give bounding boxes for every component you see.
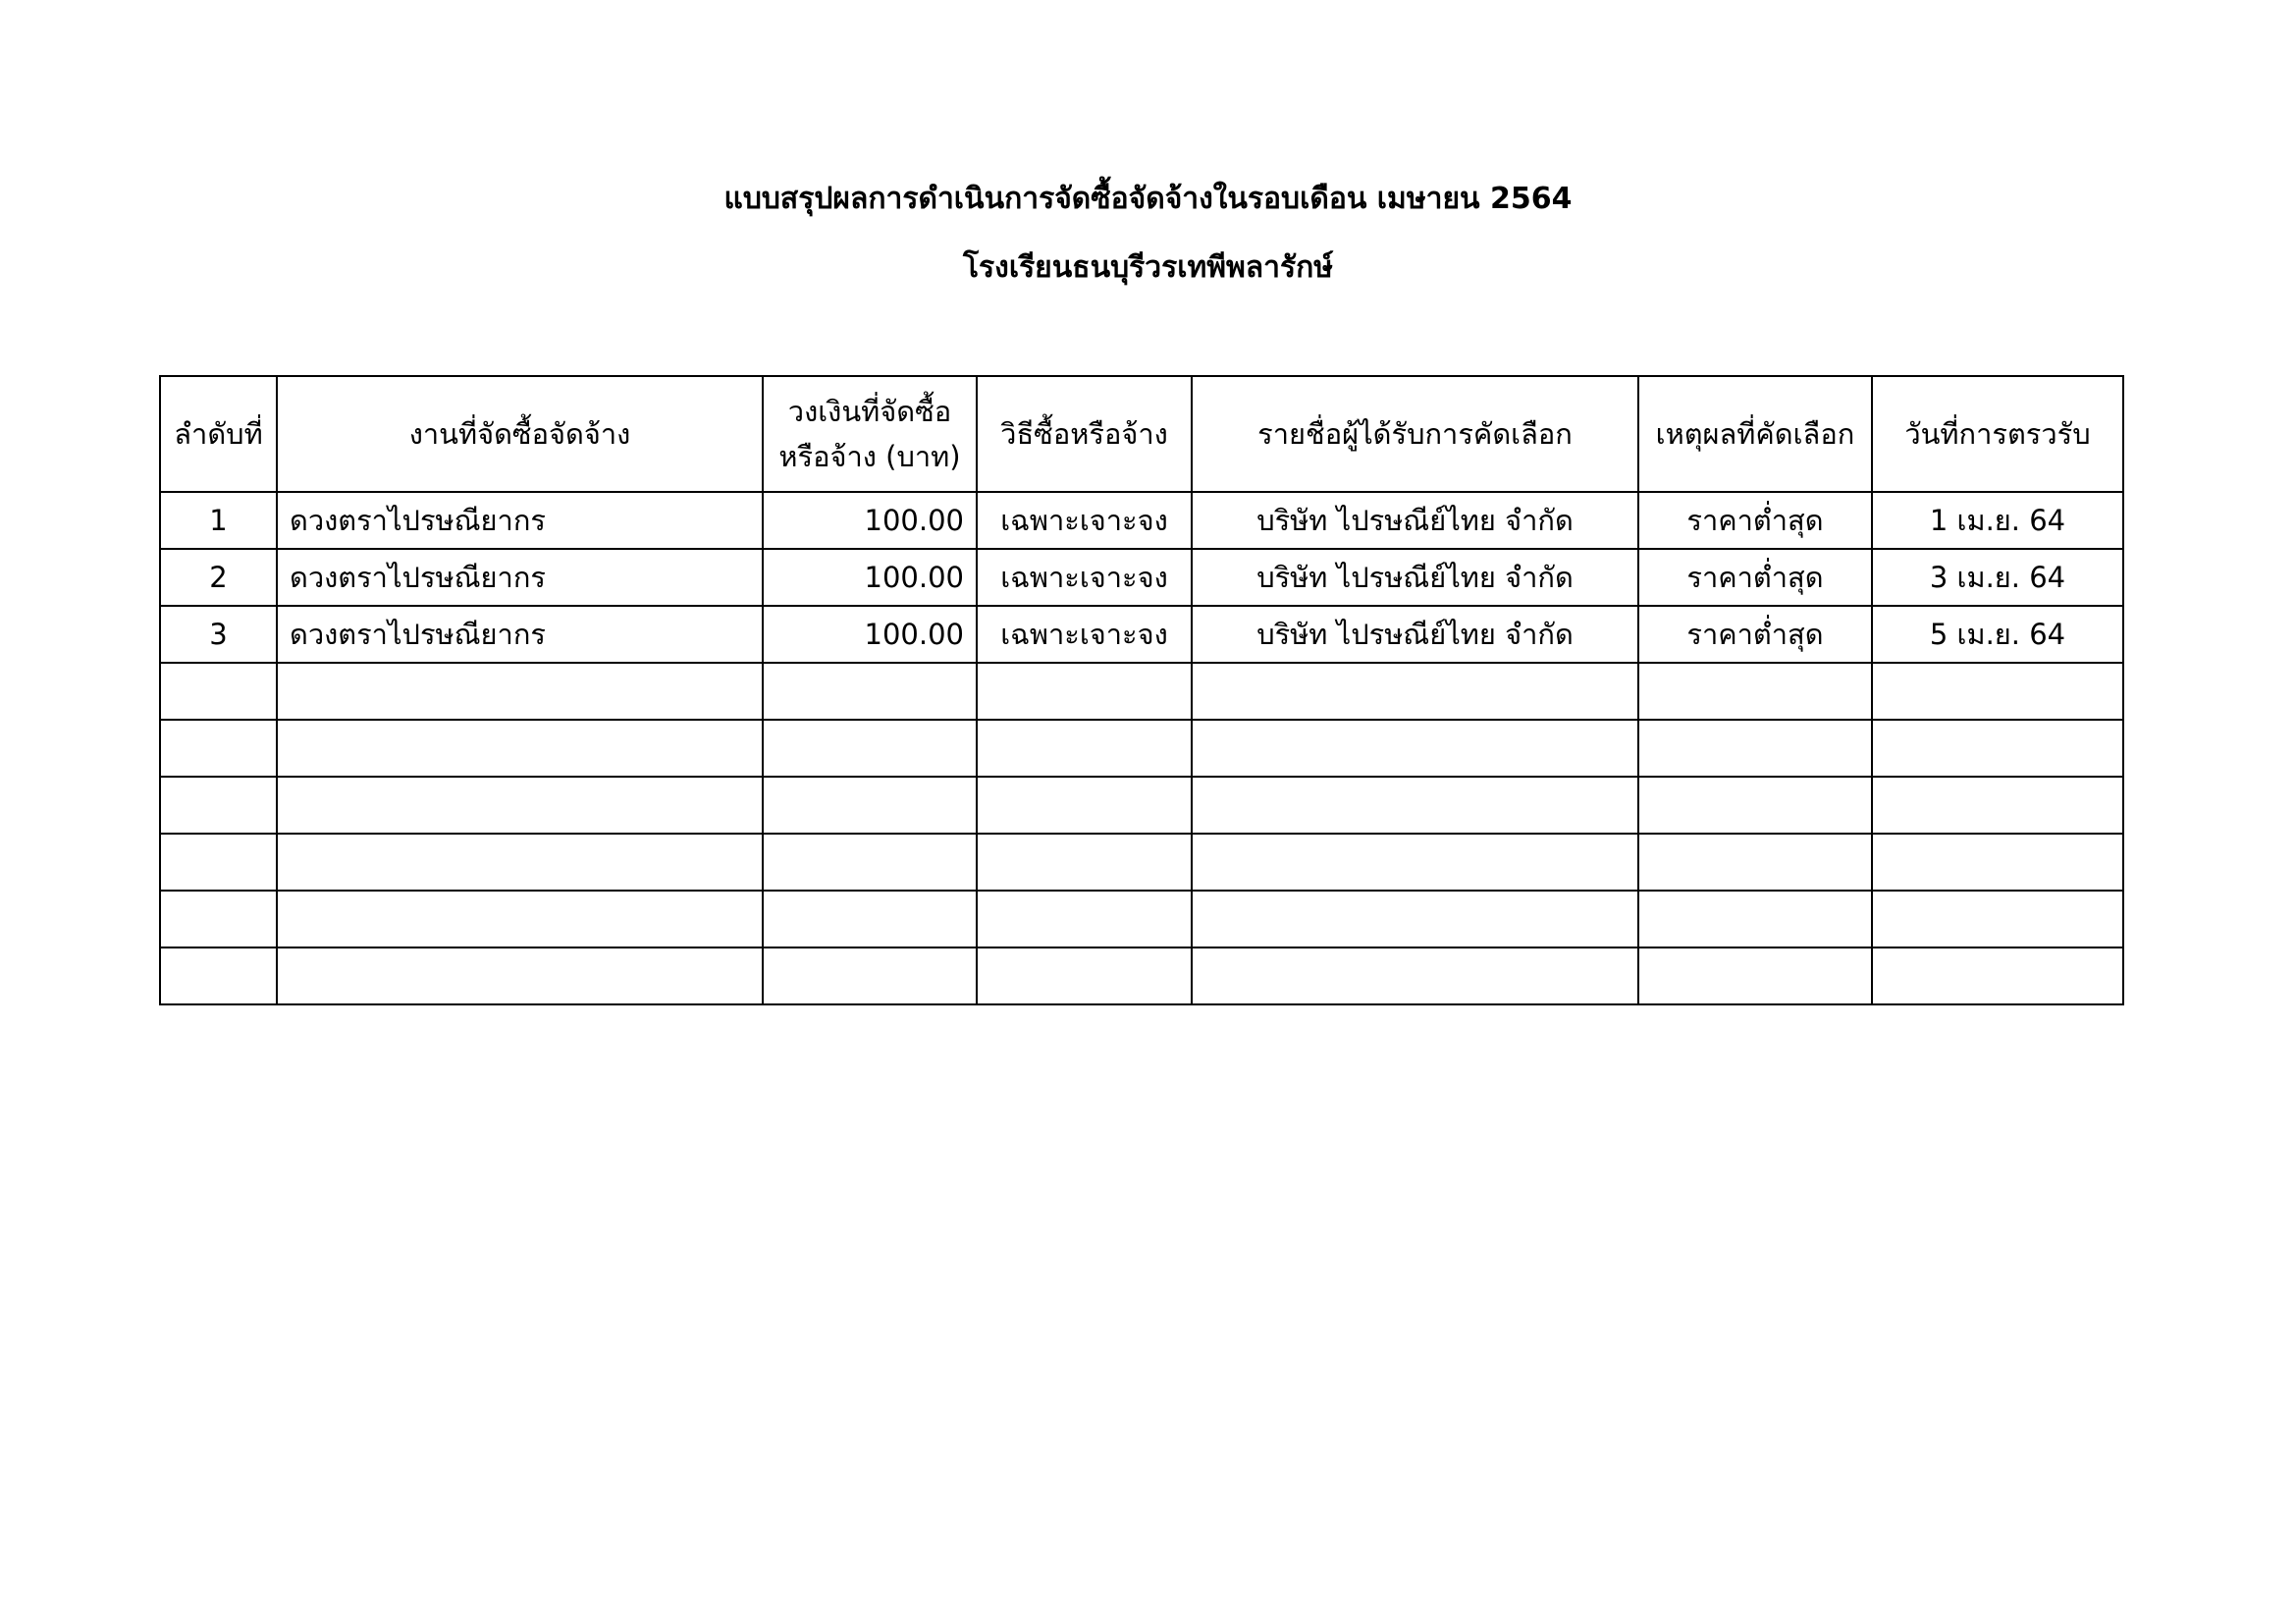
cell-no (160, 777, 277, 834)
cell-vendor (1192, 947, 1638, 1004)
cell-budget: 100.00 (763, 606, 977, 663)
cell-vendor (1192, 777, 1638, 834)
cell-budget (763, 947, 977, 1004)
cell-date (1872, 891, 2123, 947)
cell-date: 3 เม.ย. 64 (1872, 549, 2123, 606)
cell-reason (1638, 720, 1872, 777)
cell-budget (763, 663, 977, 720)
cell-vendor (1192, 663, 1638, 720)
header-date: วันที่การตรวรับ (1872, 376, 2123, 492)
cell-reason (1638, 834, 1872, 891)
cell-method: เฉพาะเจาะจง (977, 606, 1192, 663)
cell-work (277, 663, 763, 720)
cell-work: ดวงตราไปรษณียากร (277, 606, 763, 663)
table-row (160, 663, 2123, 720)
cell-reason: ราคาต่ำสุด (1638, 492, 1872, 549)
table-row (160, 834, 2123, 891)
cell-vendor: บริษัท ไปรษณีย์ไทย จำกัด (1192, 549, 1638, 606)
cell-date (1872, 834, 2123, 891)
cell-work (277, 777, 763, 834)
table-header-row (160, 376, 2123, 492)
cell-method (977, 720, 1192, 777)
cell-vendor (1192, 891, 1638, 947)
cell-no (160, 947, 277, 1004)
cell-method: เฉพาะเจาะจง (977, 492, 1192, 549)
cell-reason (1638, 663, 1872, 720)
cell-vendor: บริษัท ไปรษณีย์ไทย จำกัด (1192, 492, 1638, 549)
cell-vendor (1192, 720, 1638, 777)
header-no: ลำดับที่ (160, 376, 277, 492)
cell-no (160, 891, 277, 947)
school-name: โรงเรียนธนบุรีวรเทพีพลารักษ์ (962, 250, 1334, 285)
cell-budget (763, 834, 977, 891)
cell-date: 5 เม.ย. 64 (1872, 606, 2123, 663)
cell-reason: ราคาต่ำสุด (1638, 549, 1872, 606)
cell-budget: 100.00 (763, 492, 977, 549)
cell-vendor (1192, 834, 1638, 891)
cell-no: 1 (160, 492, 277, 549)
cell-date (1872, 777, 2123, 834)
cell-work (277, 947, 763, 1004)
cell-work: ดวงตราไปรษณียากร (277, 549, 763, 606)
cell-no: 3 (160, 606, 277, 663)
cell-budget (763, 720, 977, 777)
cell-work (277, 834, 763, 891)
header-work: งานที่จัดซื้อจัดจ้าง (277, 376, 763, 492)
header-vendor: รายชื่อผู้ได้รับการคัดเลือก (1192, 376, 1638, 492)
table-row (160, 777, 2123, 834)
cell-method (977, 663, 1192, 720)
header-reason: เหตุผลที่คัดเลือก (1638, 376, 1872, 492)
cell-no: 2 (160, 549, 277, 606)
cell-reason (1638, 777, 1872, 834)
cell-date: 1 เม.ย. 64 (1872, 492, 2123, 549)
cell-vendor: บริษัท ไปรษณีย์ไทย จำกัด (1192, 606, 1638, 663)
table-row (160, 891, 2123, 947)
table-row (160, 492, 2123, 549)
cell-date (1872, 720, 2123, 777)
document-title: แบบสรุปผลการดำเนินการจัดซื้อจัดจ้างในรอบเดือน เมษายน 2564 (723, 182, 1573, 216)
cell-method (977, 891, 1192, 947)
cell-method (977, 947, 1192, 1004)
cell-work: ดวงตราไปรษณียากร (277, 492, 763, 549)
cell-reason (1638, 891, 1872, 947)
cell-reason (1638, 947, 1872, 1004)
cell-date (1872, 663, 2123, 720)
cell-work (277, 720, 763, 777)
cell-method (977, 834, 1192, 891)
table-row (160, 606, 2123, 663)
cell-budget (763, 777, 977, 834)
header-method: วิธีซื้อหรือจ้าง (977, 376, 1192, 492)
cell-no (160, 834, 277, 891)
cell-budget (763, 891, 977, 947)
cell-method: เฉพาะเจาะจง (977, 549, 1192, 606)
table-row (160, 720, 2123, 777)
cell-budget: 100.00 (763, 549, 977, 606)
cell-reason: ราคาต่ำสุด (1638, 606, 1872, 663)
procurement-summary-table (159, 375, 2124, 1005)
cell-date (1872, 947, 2123, 1004)
cell-no (160, 720, 277, 777)
table-row (160, 549, 2123, 606)
header-budget: วงเงินที่จัดซื้อหรือจ้าง (บาท) (763, 376, 977, 492)
cell-method (977, 777, 1192, 834)
table-row (160, 947, 2123, 1004)
cell-work (277, 891, 763, 947)
cell-no (160, 663, 277, 720)
